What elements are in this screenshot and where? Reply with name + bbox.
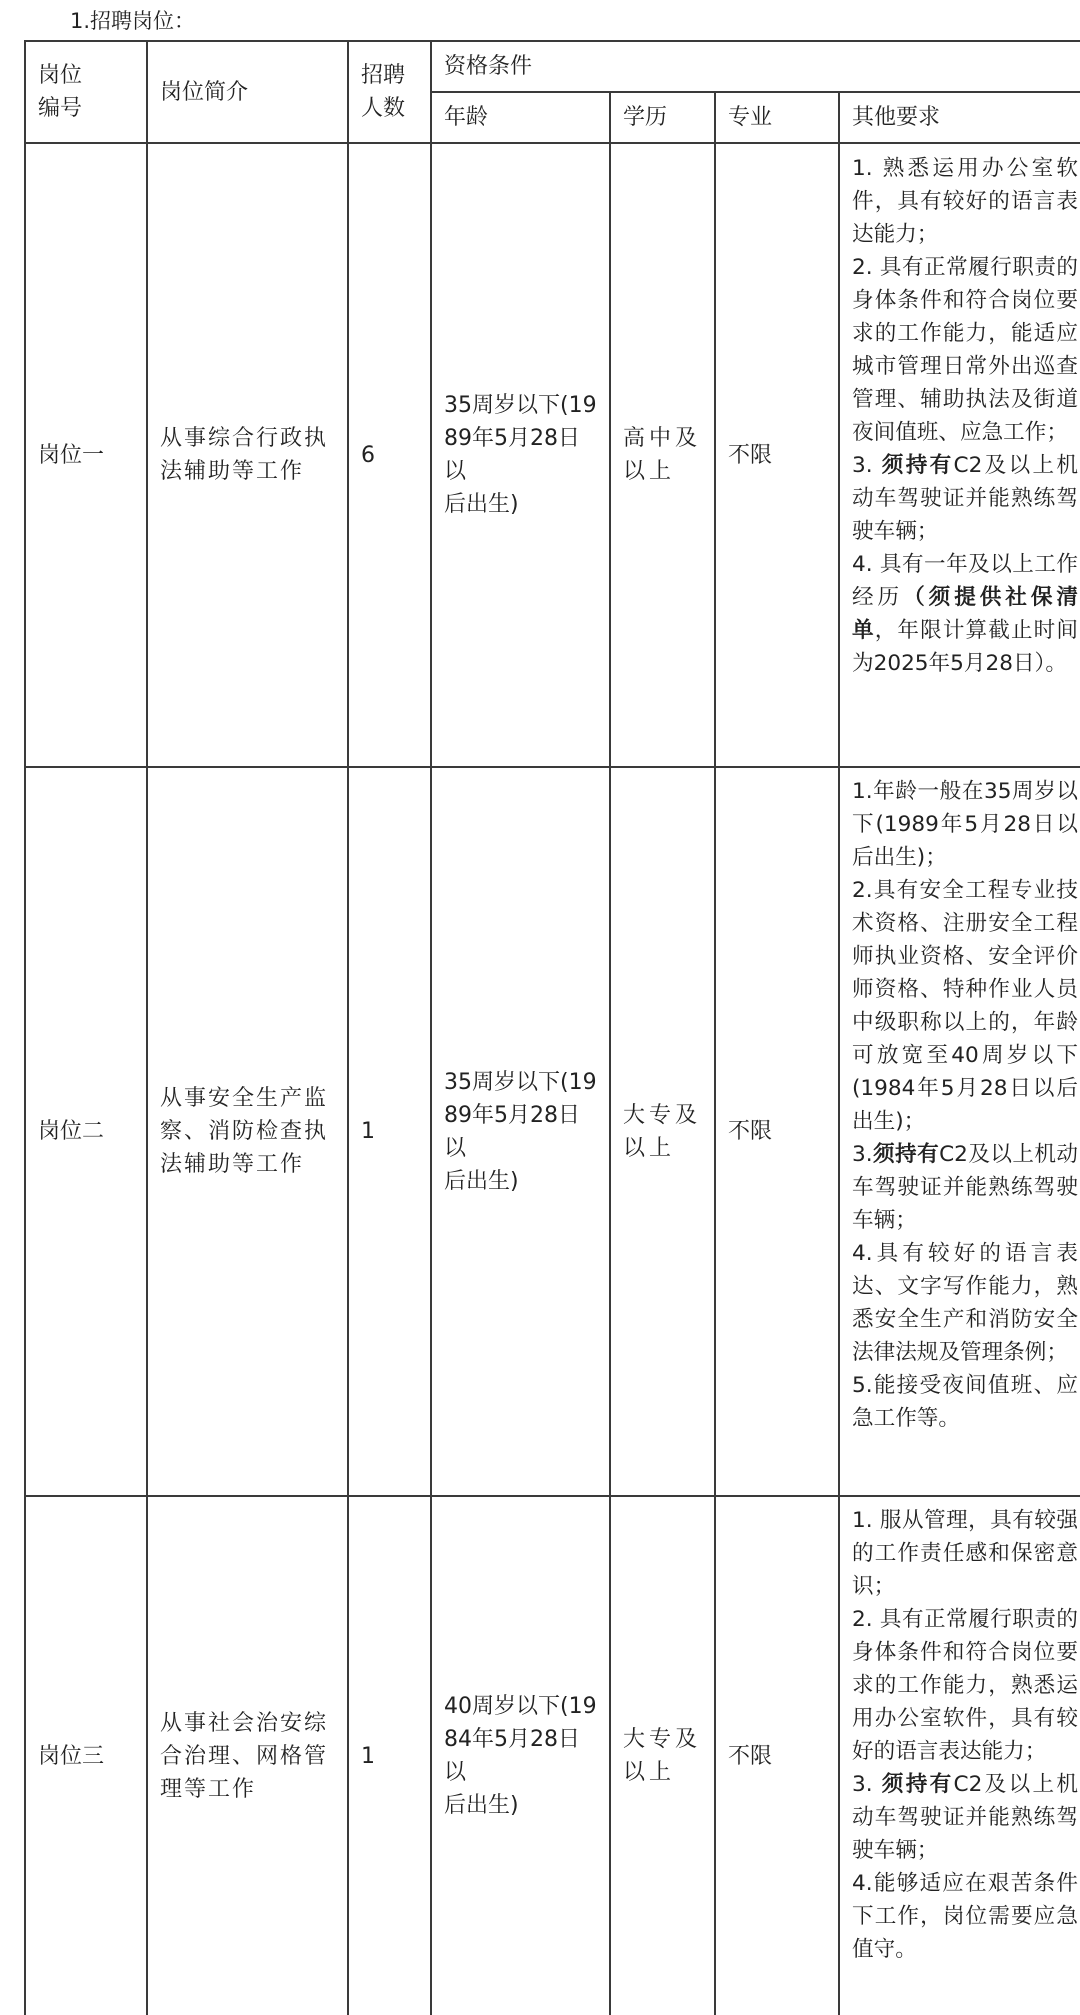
header-count-line: 招聘 xyxy=(361,63,406,88)
post-education-line: 高中及 xyxy=(623,426,702,451)
post-other-requirements xyxy=(840,775,1080,1435)
requirement-text: ，年限计算截止时间为2025年5月28日）。 xyxy=(852,618,1078,676)
requirement-item xyxy=(852,251,1078,449)
requirement-item xyxy=(852,548,1078,680)
requirement-item xyxy=(852,775,1078,874)
post-age-line: 后出生) xyxy=(444,1168,519,1194)
post-age-text xyxy=(444,1690,597,1822)
requirement-text: 4.具有较好的语言表达、文字写作能力，熟悉安全生产和消防安全法律法规及管理条例； xyxy=(852,1241,1078,1365)
requirement-text: 3. xyxy=(852,1772,882,1797)
post-education-line: 大专及 xyxy=(623,1727,702,1752)
requirement-item xyxy=(852,1768,1078,1867)
requirement-text: C2及以上机动车驾驶证并能熟练驾驶车辆； xyxy=(852,1142,1078,1233)
post-intro-line: 察、消防检查执 xyxy=(160,1119,329,1144)
post-intro-text xyxy=(160,422,328,488)
post-education-text xyxy=(623,1099,701,1165)
post-age-line: 40周岁以下(19 xyxy=(444,1694,597,1719)
requirement-text: 2. 具有正常履行职责的身体条件和符合岗位要求的工作能力，熟悉运用办公室软件，具有较好的语言表达能力； xyxy=(852,1607,1078,1764)
requirement-emphasis: 须持有 xyxy=(881,453,954,478)
post-intro-text xyxy=(160,1707,328,1806)
post-intro-line: 理等工作 xyxy=(160,1776,257,1802)
requirement-item xyxy=(852,152,1078,251)
post-count-text: 6 xyxy=(361,442,375,468)
post-intro-text xyxy=(160,1082,328,1181)
post-education-line: 大专及 xyxy=(623,1102,702,1128)
post-major xyxy=(716,1497,838,2015)
post-major-text: 不限 xyxy=(728,1119,773,1144)
post-education-line: 以上 xyxy=(623,1135,676,1161)
post-age-line: 后出生) xyxy=(444,1793,519,1818)
header-age-text: 年龄 xyxy=(444,105,489,130)
requirement-text: 2.具有安全工程专业技术资格、注册安全工程师执业资格、安全评价师资格、特种作业人员中级职称以上的，年龄可放宽至40周岁以下(1984年5月28日以后出生)； xyxy=(852,878,1078,1134)
post-intro-line: 法辅助等工作 xyxy=(160,459,305,484)
post-other-requirements xyxy=(840,152,1080,680)
post-intro-line: 法辅助等工作 xyxy=(160,1152,305,1177)
requirement-item xyxy=(852,1504,1078,1603)
header-count xyxy=(349,42,430,142)
requirement-item xyxy=(852,874,1078,1138)
header-major-text: 专业 xyxy=(728,105,773,130)
post-major xyxy=(716,144,838,766)
header-code-line: 岗位 xyxy=(38,63,83,88)
requirement-text: 1. 熟悉运用办公室软件，具有较好的语言表达能力； xyxy=(852,156,1078,247)
header-qualifications-text: 资格条件 xyxy=(444,54,533,79)
header-code-line: 编号 xyxy=(38,96,83,121)
requirement-text: 2. 具有正常履行职责的身体条件和符合岗位要求的工作能力，能适应城市管理日常外出巡查管理、辅助执法及街道夜间值班、应急工作； xyxy=(852,255,1078,445)
post-code-text: 岗位三 xyxy=(38,1743,105,1769)
post-age-line: 35周岁以下(19 xyxy=(444,393,597,418)
post-age-line: 89年5月28日以 xyxy=(444,1102,580,1161)
post-age xyxy=(432,1497,609,2015)
requirement-emphasis: 须持有 xyxy=(872,1142,940,1167)
requirement-emphasis: 须持有 xyxy=(881,1772,954,1797)
post-count-text: 1 xyxy=(361,1743,375,1769)
header-education-text: 学历 xyxy=(623,105,668,130)
post-other-requirements xyxy=(840,1504,1080,1966)
post-count xyxy=(349,768,430,1495)
post-count xyxy=(349,1497,430,2015)
section-heading: 1.招聘岗位： xyxy=(70,9,196,33)
post-intro xyxy=(148,1497,347,2015)
post-age-line: 84年5月28日以 xyxy=(444,1727,580,1785)
post-age-line: 89年5月28日以 xyxy=(444,426,580,484)
header-age xyxy=(432,93,609,142)
post-age-line: 35周岁以下(19 xyxy=(444,1069,597,1095)
post-age xyxy=(432,768,609,1495)
header-count-text xyxy=(361,59,405,125)
header-intro xyxy=(148,42,347,142)
post-education-text xyxy=(623,422,701,488)
post-intro xyxy=(148,144,347,766)
requirement-item xyxy=(852,1867,1078,1966)
requirement-text: 4.能够适应在艰苦条件下工作，岗位需要应急值守。 xyxy=(852,1871,1078,1962)
header-education xyxy=(611,93,714,142)
post-code xyxy=(26,144,146,766)
header-qualifications xyxy=(432,42,1080,91)
post-education-text xyxy=(623,1723,701,1789)
requirement-text: 5.能接受夜间值班、应急工作等。 xyxy=(852,1373,1078,1431)
post-major-text: 不限 xyxy=(728,442,773,468)
requirement-item xyxy=(852,1369,1078,1435)
requirement-text: 1.年龄一般在35周岁以下(1989年5月28日以后出生)； xyxy=(852,779,1078,870)
requirement-text: 3. xyxy=(852,453,882,478)
post-age-text xyxy=(444,1066,597,1198)
post-education-line: 以上 xyxy=(623,459,676,484)
post-intro-line: 从事安全生产监 xyxy=(160,1086,329,1111)
post-code xyxy=(26,768,146,1495)
post-code-text: 岗位一 xyxy=(38,442,105,468)
requirement-item xyxy=(852,1237,1078,1369)
header-intro-text: 岗位简介 xyxy=(160,79,249,105)
post-code-text: 岗位二 xyxy=(38,1119,105,1144)
post-code xyxy=(26,1497,146,2015)
post-count xyxy=(349,144,430,766)
header-code xyxy=(26,42,146,142)
post-intro-line: 从事社会治安综 xyxy=(160,1710,329,1736)
header-other-text: 其他要求 xyxy=(852,105,941,130)
post-intro-line: 合治理、网格管 xyxy=(160,1743,329,1769)
post-education xyxy=(611,768,714,1495)
post-age xyxy=(432,144,609,766)
header-count-line: 人数 xyxy=(361,96,406,121)
post-intro-line: 从事综合行政执 xyxy=(160,426,329,451)
post-major xyxy=(716,768,838,1495)
requirement-emphasis: （须提供社保清单 xyxy=(852,585,1078,643)
post-age-line: 后出生) xyxy=(444,492,519,517)
post-count-text: 1 xyxy=(361,1119,375,1144)
requirement-text: 4. 具有一年及以上工作经历 xyxy=(852,552,1078,610)
requirement-item xyxy=(852,1603,1078,1768)
requirement-item xyxy=(852,449,1078,548)
requirement-text: C2及以上机动车驾驶证并能熟练驾驶车辆； xyxy=(852,453,1078,544)
post-major-text: 不限 xyxy=(728,1743,773,1769)
header-code-text xyxy=(38,59,82,125)
header-major xyxy=(716,93,838,142)
header-other xyxy=(840,93,1080,142)
post-age-text xyxy=(444,389,597,521)
post-education xyxy=(611,144,714,766)
post-education xyxy=(611,1497,714,2015)
requirement-text: C2及以上机动车驾驶证并能熟练驾驶车辆； xyxy=(852,1772,1078,1863)
requirement-text: 3. xyxy=(852,1142,873,1167)
requirement-text: 1. 服从管理，具有较强的工作责任感和保密意识； xyxy=(852,1508,1078,1599)
post-education-line: 以上 xyxy=(623,1760,676,1785)
post-intro xyxy=(148,768,347,1495)
requirement-item xyxy=(852,1138,1078,1237)
